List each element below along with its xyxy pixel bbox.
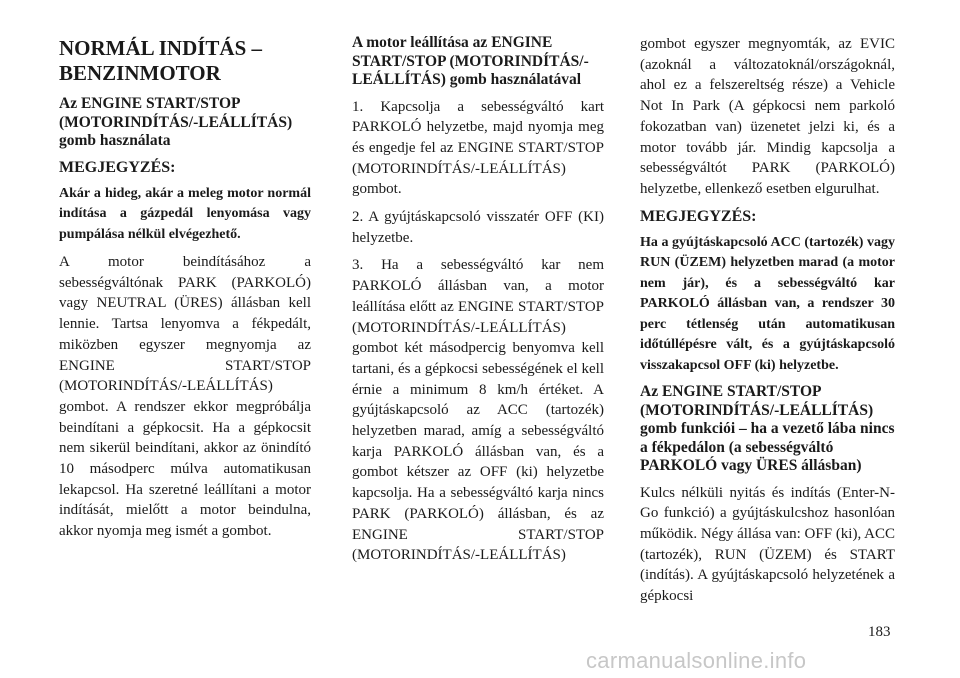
- subheading-engine-stop: A motor leállítása az ENGINE START/STOP (MOTORINDÍTÁS/-LEÁLLÍTÁS) gomb használatával: [352, 34, 589, 88]
- watermark: carmanualsonline.info: [586, 648, 807, 673]
- column-right: [640, 34, 895, 607]
- column-middle: [352, 34, 604, 573]
- note-text: Akár a hideg, akár a meleg motor normál indítása a gázpedál lenyomása vagy pumpálása nélkül elvégezhető.: [59, 185, 311, 242]
- step-item: 3. Ha a sebességváltó kar nem PARKOLÓ állásban van, a motor leállítása előtt az ENGINE START/STOP (MOTORINDÍTÁS/-LEÁLLÍTÁS) gombot két másodpercig benyomva kell tartani, és a gépkocsi sebességének el kell érnie a minimum 8 km/h értéket. A gyújtáskapcsoló az ACC (tartozék) helyzetben marad, amíg a sebességváltó karja PARKOLÓ állásban van, és a gombot kétszer az OFF (ki) helyzetbe kapcsolja. Ha a sebességváltó karja nincs PARK (PARKOLÓ) állásban, és az ENGINE START/STOP (MOTORINDÍTÁS/-LEÁLLÍTÁS): [352, 257, 604, 564]
- functions-paragraph: Kulcs nélküli nyitás és indítás (Enter-N-Go funkció) a gyújtáskulcshoz hasonlóan működik. Négy állása van: OFF (ki), ACC (tartozék), RUN (ÜZEM) és START (indítás). A gyújtáskapcsoló helyzetének a gépkocsi: [640, 484, 895, 605]
- page-number: 183: [868, 624, 891, 640]
- step-item: 1. Kapcsolja a sebességváltó kart PARKOLÓ helyzetbe, majd nyomja meg és engedje fel az ENGINE START/STOP (MOTORINDÍTÁS/-LEÁLLÍTÁS) gombot.: [352, 98, 604, 198]
- section-title: NORMÁL INDÍTÁS – BENZINMOTOR: [59, 36, 263, 85]
- column-left: [59, 34, 311, 542]
- starting-paragraph: A motor beindításához a sebességváltónak PARK (PARKOLÓ) vagy NEUTRAL (ÜRES) állásban kell lennie. Tartsa lenyomva a fékpedált, miközben egyszer megnyomja az ENGINE START/STOP (MOTORINDÍTÁS/-LEÁLLÍTÁS) gombot. A rendszer ekkor megpróbálja beindítani a gépkocsit. Ha a gépkocsit nem sikerül beindítani, akkor az önindító 10 másodperc múlva automatikusan lekapcsol. Ha szeretné leállítani a motor indítását, mielőtt a motor beindulna, akkor nyomja meg ismét a gombot.: [59, 254, 311, 540]
- step-item: 2. A gyújtáskapcsoló visszatér OFF (KI) helyzetbe.: [352, 209, 604, 246]
- note-heading: MEGJEGYZÉS:: [640, 207, 757, 225]
- note-heading: MEGJEGYZÉS:: [59, 158, 176, 176]
- subheading-start-stop-usage: Az ENGINE START/STOP (MOTORINDÍTÁS/-LEÁLLÍTÁS) gomb használata: [59, 95, 293, 149]
- subheading-button-functions: Az ENGINE START/STOP (MOTORINDÍTÁS/-LEÁLLÍTÁS) gomb funkciói – ha a vezető lába nincs a fékpedálon (a sebességváltó PARKOLÓ vagy ÜRES állásban): [640, 383, 895, 475]
- note-text: Ha a gyújtáskapcsoló ACC (tartozék) vagy RUN (ÜZEM) helyzetben marad (a motor nem jár), és a sebességváltó kar PARKOLÓ állásban van, a rendszer 30 perc tétlenség után automatikusan időtúllépésre vált, és a gyújtáskapcsoló visszakapcsol OFF (ki) helyzetbe.: [640, 234, 895, 373]
- continuation-paragraph: gombot egyszer megnyomták, az EVIC (azoknál a változatoknál/országoknál, ahol ez a felszereltség része) a Vehicle Not In Park (A gépkocsi nem parkoló fokozatban van) üzenetet jelzi ki, és a motor tovább jár. Mindig kapcsolja a sebességváltót PARK (PARKOLÓ) helyzetbe, ellenkező esetben elgurulhat.: [640, 36, 895, 197]
